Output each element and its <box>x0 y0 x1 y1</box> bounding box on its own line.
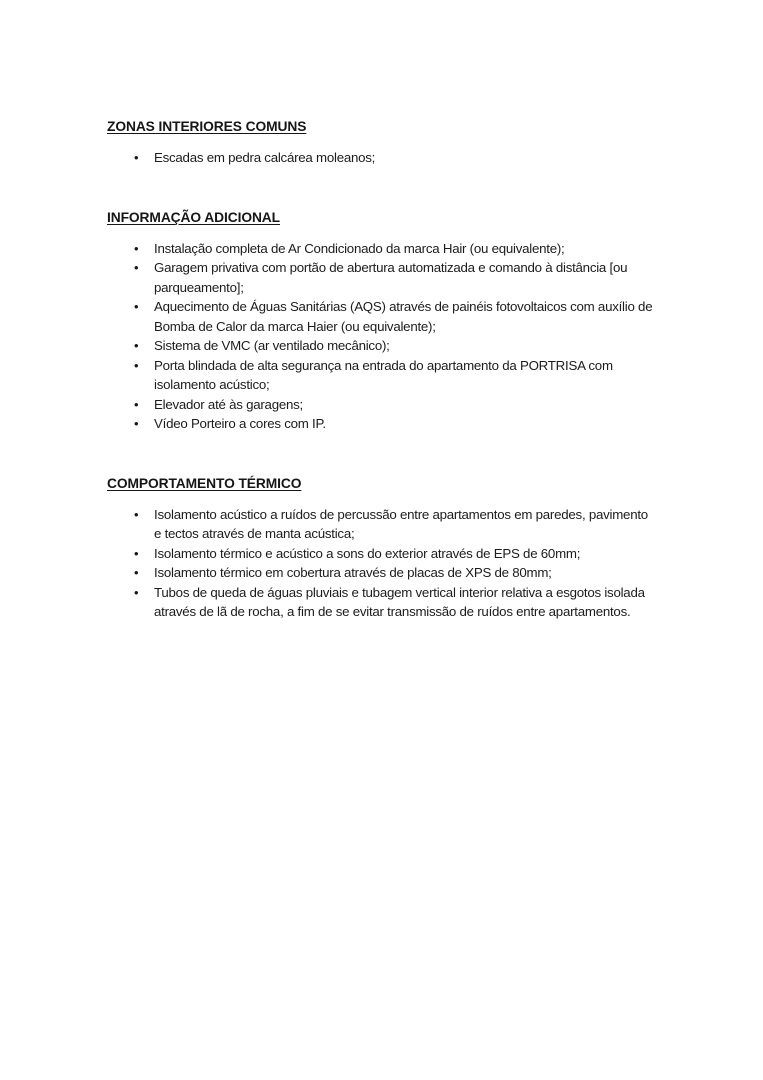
document-sections <box>107 116 657 622</box>
document-section <box>107 473 657 622</box>
bullet-glyph: • <box>134 240 139 256</box>
bullet-glyph: • <box>134 584 139 600</box>
bullet-list-item <box>134 544 655 564</box>
section-heading: COMPORTAMENTO TÉRMICO <box>107 475 302 491</box>
bullet-item-text: Isolamento térmico e acústico a sons do exterior através de EPS de 60mm; <box>154 545 581 561</box>
bullet-list-item <box>134 297 655 336</box>
section-heading: INFORMAÇÃO ADICIONAL <box>107 209 281 225</box>
bullet-list-item <box>134 563 655 583</box>
bullet-glyph: • <box>134 396 139 412</box>
bullet-item-text: Garagem privativa com portão de abertura automatizada e comando à distância [ou parqueamento]; <box>154 260 628 295</box>
bullet-list-item <box>134 336 655 356</box>
section-heading: ZONAS INTERIORES COMUNS <box>107 119 307 134</box>
bullet-glyph: • <box>134 150 139 165</box>
bullet-glyph: • <box>134 357 139 373</box>
bullet-glyph: • <box>134 506 139 522</box>
bullet-item-text: Isolamento acústico a ruídos de percussão entre apartamentos em paredes, pavimento e tectos através de manta acústica; <box>154 506 648 541</box>
bullet-item-text: Tubos de queda de águas pluviais e tubagem vertical interior relativa a esgotos isolada através de lã de rocha, a fim de se evitar transmissão de ruídos entre apartamentos. <box>154 584 645 619</box>
bullet-glyph: • <box>134 338 139 353</box>
bullet-glyph: • <box>134 565 139 580</box>
bullet-list-item <box>134 258 655 297</box>
bullet-list-item <box>134 395 655 415</box>
bullet-glyph: • <box>134 299 139 314</box>
bullet-list-item <box>134 505 655 544</box>
section-bullet-list <box>107 148 657 168</box>
bullet-glyph: • <box>134 416 139 431</box>
section-bullet-list <box>107 239 657 434</box>
section-bullet-list <box>107 505 657 622</box>
bullet-list-item <box>134 148 655 168</box>
bullet-item-text: Instalação completa de Ar Condicionado da marca Hair (ou equivalente); <box>154 240 565 256</box>
bullet-item-text: Vídeo Porteiro a cores com IP. <box>154 416 326 431</box>
document-section <box>107 207 657 434</box>
bullet-glyph: • <box>134 260 139 275</box>
bullet-item-text: Escadas em pedra calcárea moleanos; <box>154 150 376 165</box>
bullet-item-text: Aquecimento de Águas Sanitárias (AQS) através de painéis fotovoltaicos com auxílio de Bomba de Calor da marca Haier (ou equivalente); <box>154 299 653 334</box>
bullet-list-item <box>134 583 655 622</box>
bullet-list-item <box>134 239 655 259</box>
bullet-list-item <box>134 356 655 395</box>
bullet-item-text: Isolamento térmico em cobertura através de placas de XPS de 80mm; <box>154 565 552 580</box>
document-section <box>107 116 657 168</box>
bullet-item-text: Porta blindada de alta segurança na entrada do apartamento da PORTRISA com isolamento acústico; <box>154 357 613 392</box>
bullet-item-text: Sistema de VMC (ar ventilado mecânico); <box>154 338 390 353</box>
bullet-item-text: Elevador até às garagens; <box>154 396 303 412</box>
bullet-list-item <box>134 414 655 434</box>
bullet-glyph: • <box>134 545 139 561</box>
